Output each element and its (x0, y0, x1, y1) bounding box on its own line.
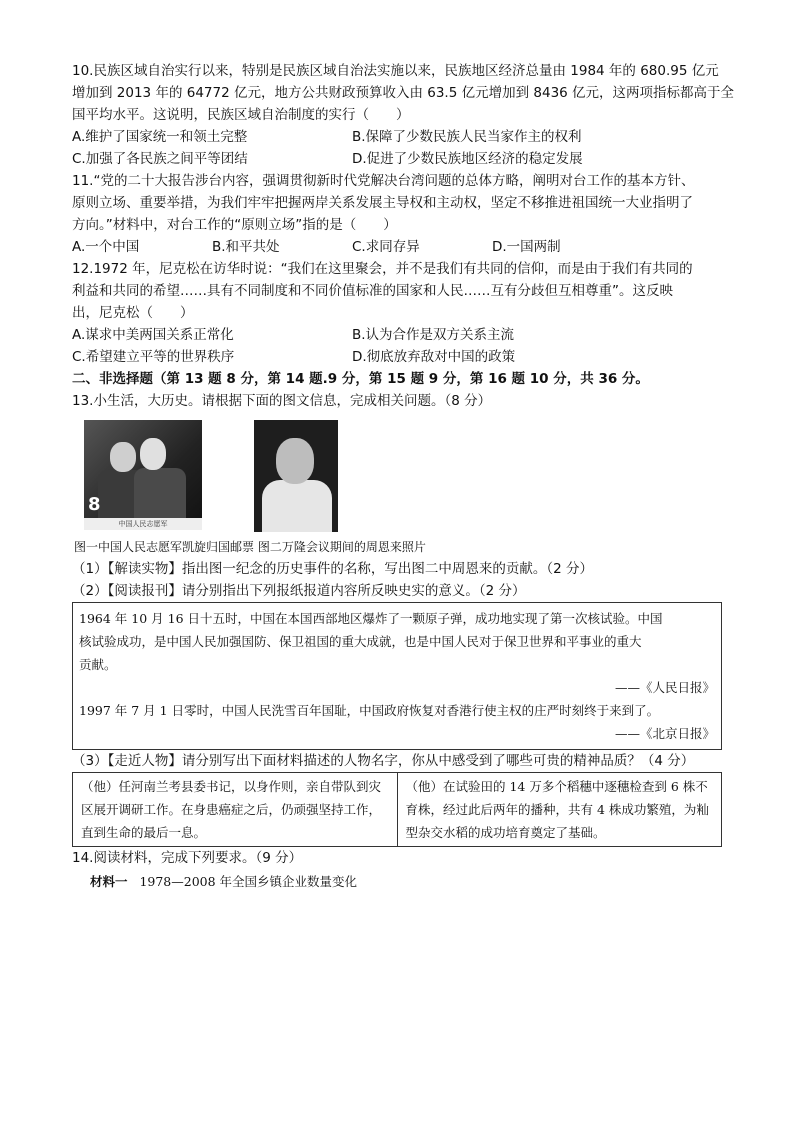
person2-cell: （他）在试验田的 14 万多个稻穗中逐穗检查到 6 株不育株，经过此后两年的播种，共有 4 株成功繁殖，为籼型杂交水稻的成功培育奠定了基础。 (397, 773, 722, 846)
material-one (90, 871, 722, 893)
question-14 (72, 847, 722, 893)
q12-line: 出，尼克松（ ） (72, 305, 194, 321)
q11-line: 11.“党的二十大报告涉台内容，强调贯彻新时代党解决台湾问题的总体方略，阐明对台工作的基本方针、 (72, 173, 695, 189)
q13-part3: （3）【走近人物】请分别写出下面材料描述的人物名字，你从中感受到了哪些可贵的精神品质？（4 分） (72, 753, 695, 769)
question-13 (72, 390, 722, 847)
news1-line: 核试验成功，是中国人民加强国防、保卫祖国的重大成就，也是中国人民对于保卫世界和平事业的重大 (79, 634, 642, 649)
q11-line: 方向。”材料中，对台工作的“原则立场”指的是（ ） (72, 217, 397, 233)
news2-text: 1997 年 7 月 1 日零时，中国人民洗雪百年国耻，中国政府恢复对香港行使主权的庄严时刻终于来到了。 (79, 703, 660, 718)
q13-part2: （2）【阅读报刊】请分别指出下列报纸报道内容所反映史实的意义。（2 分） (72, 583, 526, 599)
q11-option-b: B.和平共处 (212, 239, 280, 255)
q12-option-c: C.希望建立平等的世界秩序 (72, 349, 235, 365)
q13-intro: 13.小生活，大历史。请根据下面的图文信息，完成相关问题。（8 分） (72, 393, 492, 409)
news1-line: 1964 年 10 月 16 日十五时，中国在本国西部地区爆炸了一颗原子弹，成功地实现了第一次核试验。中国 (79, 611, 663, 626)
section-heading: 二、非选择题（第 13 题 8 分，第 14 题.9 分，第 15 题 9 分，第 16 题 10 分，共 36 分。 (72, 371, 649, 387)
question-11 (72, 170, 722, 258)
q10-line: 增加到 2013 年的 64772 亿元，地方公共财政预算收入由 63.5 亿元增加到 8436 亿元，这两项指标都高于全 (72, 85, 735, 101)
image-row (72, 420, 722, 532)
stamp-value: 8 (88, 494, 101, 515)
q12-line: 利益和共同的希望……具有不同制度和不同价值标准的国家和人民……互有分歧但互相尊重”。这反映 (72, 283, 673, 299)
news1-line: 贡献。 (79, 657, 117, 672)
q10-line: 10.民族区域自治实行以来，特别是民族区域自治法实施以来，民族地区经济总量由 1984 年的 680.95 亿元 (72, 63, 719, 79)
q12-line: 12.1972 年，尼克松在访华时说：“我们在这里聚会，并不是我们有共同的信仰，而是由于我们有共同的 (72, 261, 693, 277)
news1-source: ——《人民日报》 (614, 680, 715, 695)
exam-page (72, 60, 735, 893)
question-12 (72, 258, 722, 368)
question-10 (72, 60, 735, 170)
q12-option-b: B.认为合作是双方关系主流 (352, 327, 515, 343)
q12-option-a: A.谋求中美两国关系正常化 (72, 327, 234, 343)
q10-option-c: C.加强了各民族之间平等团结 (72, 151, 248, 167)
news2-source: ——《北京日报》 (614, 726, 715, 741)
stamp-image (84, 420, 202, 530)
zhou-enlai-photo (254, 420, 338, 532)
material-label: 材料一 (90, 874, 128, 889)
q14-intro: 14.阅读材料，完成下列要求。（9 分） (72, 850, 303, 866)
q11-option-d: D.一国两制 (492, 239, 561, 255)
image-caption: 图一中国人民志愿军凯旋归国邮票 图二万隆会议期间的周恩来照片 (74, 540, 426, 554)
newspaper-box (72, 602, 722, 750)
q11-option-a: A.一个中国 (72, 239, 140, 255)
person1-cell: （他）任河南兰考县委书记，以身作则，亲自带队到灾区展开调研工作。在身患癌症之后，仍顽强坚持工作，直到生命的最后一息。 (81, 779, 382, 840)
person-table (72, 772, 722, 847)
q13-part1: （1）【解读实物】指出图一纪念的历史事件的名称，写出图二中周恩来的贡献。（2 分） (72, 561, 593, 577)
stamp-strip: 中国人民志愿军 (84, 518, 202, 530)
q10-option-a: A.维护了国家统一和领土完整 (72, 129, 248, 145)
q11-option-c: C.求同存异 (352, 239, 420, 255)
material-title: 1978—2008 年全国乡镇企业数量变化 (139, 874, 358, 889)
q11-line: 原则立场、重要举措，为我们牢牢把握两岸关系发展主导权和主动权，坚定不移推进祖国统一大业指明了 (72, 195, 693, 211)
q10-option-d: D.促进了少数民族地区经济的稳定发展 (352, 151, 583, 167)
q12-option-d: D.彻底放弃敌对中国的政策 (352, 349, 516, 365)
q10-option-b: B.保障了少数民族人民当家作主的权利 (352, 129, 582, 145)
q10-line: 国平均水平。这说明，民族区域自治制度的实行（ ） (72, 107, 410, 123)
